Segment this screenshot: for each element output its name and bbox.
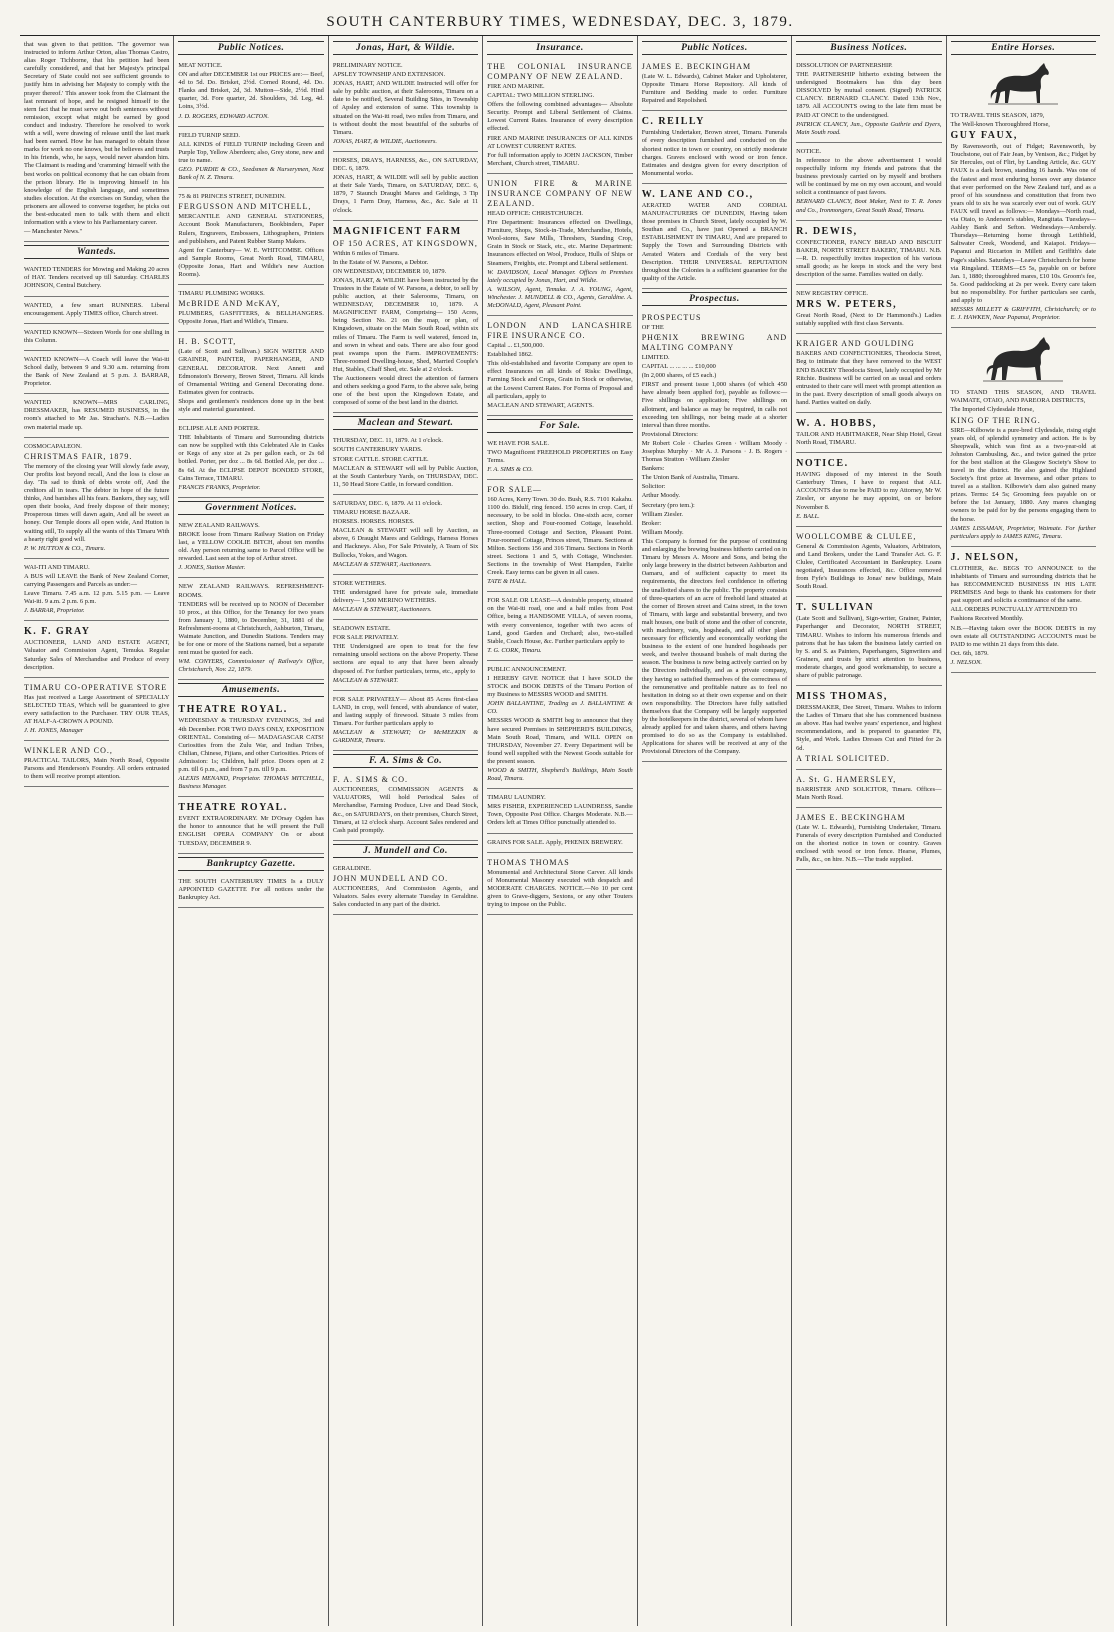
announcement-body: I HEREBY GIVE NOTICE that I have SOLD the STOCK and BOOK DEBTS of the Timaru Portion of my Business to MESSRS WOOD and SMITH. — [487, 674, 633, 699]
apsley-body: JONAS, HART, AND WILDIE Instructed will offer for sale by public auction, at their Salerooms, Timaru on a date to be notified, Several Building Sites, in Township of Apsley and extension of same. This township is situated on the Wai-iti road, two miles from Timaru, and is without doubt the most beautiful of the suburbs of Timaru. — [332, 80, 479, 136]
miss-thomas-ad — [796, 688, 941, 770]
theatre-1-body: WEDNESDAY & THURSDAY EVENINGS, 3rd and 4th December. FOR TWO DAYS ONLY, EXPOSITION ORIENTAL. Consisting of— MADAGASCAR CATS! Curiosities from the Zulu War, and Indian Tribes, Chilian, Chinese, Fijians, and other Curiosities. Prices of Admission: 1s; Children, half price. Doors open at 2 p.m. till 6 p.m., and from 7 p.m. till 9 p.m. — [178, 717, 324, 773]
prospectus-capital: CAPITAL ... ... ... ... £10,000 — [641, 363, 716, 371]
kraiger-ad — [796, 336, 941, 413]
fergusson-body: MERCANTILE AND GENERAL STATIONERS, Account Book Manufacturers, Bookbinders, Paper Rulers, Engravers, Embossers, Lithographers, Printers and publishers, and Patent Rubber Stamp Makers. — [178, 213, 324, 245]
farm-within: Within 6 miles of Timaru. — [332, 249, 400, 257]
broker-label: Broker: — [641, 519, 662, 527]
theatre-1-signature: ALEXIS MENAND, Proprietor. THOMAS MITCHELL, Business Manager. — [178, 775, 324, 791]
london-established: Established 1862. — [487, 351, 533, 359]
bankers-label: Bankers: — [641, 465, 665, 473]
column-4 — [483, 36, 637, 1626]
miss-thomas-body: DRESSMAKER, Dee Street, Timaru. Wishes to inform the Ladies of Timaru that she has commenced business as above. Has had twelve years' experience, and highest recommendations, and is prepared to guarantee Fit, Style, and Work. Ladies Dresses Cut and Fitted for 2s 6d. — [796, 704, 942, 752]
apsley-ad — [333, 59, 478, 152]
turnip-signature: GEO. PURDIE & CO., Seedsmen & Nurserymen, Next Bank of N. Z. Timaru. — [178, 166, 324, 182]
secretary-value: William Ziesler. — [641, 510, 683, 518]
for-sale-heading: For Sale. — [487, 419, 632, 433]
meat-title: MEAT NOTICE. — [178, 62, 223, 69]
guy-signature: MESSRS MILLETT & GRIFFITH, Christchurch; or to E. J. HAWKEN, Near Papanui, Proprietor. — [950, 306, 1096, 322]
mcbride-ad — [178, 287, 323, 332]
bazaar-date: SATURDAY, DEC. 6, 1879. At 11 o'clock. — [332, 499, 443, 507]
farm-estate: In the Estate of W. Parsons, a Debtor. — [332, 258, 429, 266]
king-signature: JAMES LISSAMAN, Proprietor, Waimate. For further particulars apply to JAMES KING, Timaru. — [950, 524, 1096, 540]
prelim-title: PRELIMINARY NOTICE. — [332, 62, 403, 69]
nelson-orders: ALL ORDERS PUNCTUALLY ATTENDED TO — [950, 606, 1078, 614]
laundry-body: MRS FISHER, EXPERIENCED LAUNDRESS, Sandie Town, Opposite Post Office. Charges Moderate. N.B.—Orders left at Times Office punctually attended to. — [487, 803, 633, 827]
farm-title: MAGNIFICENT FARM — [332, 225, 462, 237]
wanted-ad-3 — [24, 326, 169, 351]
store-cattle-ad — [333, 434, 478, 495]
hobbs-ad — [796, 415, 941, 453]
hamersley-ad — [796, 772, 941, 808]
bazaar-horses: HORSES. HORSES. HORSES. — [332, 518, 415, 526]
wethers-ad — [333, 577, 478, 620]
cattle-title: STORE CATTLE. STORE CATTLE. — [332, 455, 429, 463]
secretary-label: Secretary (pro tem.): — [641, 501, 695, 509]
wood-smith-body: MESSRS WOOD & SMITH beg to announce that they have secured Premises in SHEPHERD'S BUILDINGS, Main South Road, Timaru, and WILL OPEN on THURSDAY, November 27. Every Department will be found well supplied with the Newest Goods suitable for the present season. — [487, 717, 633, 765]
ball-body: HAVING disposed of my interest in the South Canterbury Times, I have to request that ALL ACCOUNTS due to me be PAID to my Attorney, Mr W. Ziesler, or anyone he may appoint, on or before November 8. — [796, 471, 942, 511]
villa-signature: T. G. CORK, Timaru. — [487, 646, 542, 654]
bankruptcy-notice — [178, 875, 323, 908]
dewis-body: CONFECTIONER, FANCY BREAD AND BISCUIT BAKER, NORTH STREET BAKERY, TIMARU. N.B.—R. D. respectfully invites inspection of his various small goods; as he keeps in stock and the very best description of the same. Families waited on daily. — [796, 238, 942, 278]
entire-horses-heading: Entire Horses. — [951, 41, 1096, 55]
beckingham-ad-2 — [796, 810, 941, 870]
directors-list: Mr Robert Cole · Charles Green · William Moody · Josephus Murphy · Mr A. J. Parsons · J. B. Rogers · Thomas Stratton · William Ziesler — [641, 439, 788, 464]
dissolution-title: DISSOLUTION OF PARTNERSHIP. — [796, 62, 893, 69]
prospectus-limited: LIMITED. — [641, 353, 670, 361]
guy-title: GUY FAUX, — [950, 130, 1018, 142]
mundell-subtitle: GERALDINE. — [332, 864, 372, 872]
railways-1-signature: J. JONES, Station Master. — [178, 564, 246, 572]
announcement-title: PUBLIC ANNOUNCEMENT. — [487, 665, 567, 673]
registry-title: NEW REGISTRY OFFICE. — [796, 290, 869, 298]
coop-store-ad — [24, 680, 169, 741]
bazaar-body: MACLEAN & STEWART will sell by Auction, as above, 6 Draught Mares and Geldings, Harness Horses and Hackneys. Also, For Sale Privately, A Team of Six Bullocks, Yokes, and Wagon. — [332, 527, 479, 559]
sims-body: AUCTIONEERS, COMMISSION AGENTS & VALUATORS, Will hold Periodical Sales of Merchandise, Farming Produce, Live and Dead Stock, &c., on SATURDAYS, on their premises, Church Street, Timaru, at 12 o'clock sharp. Account Sales rendered and Cash paid promptly. — [332, 786, 479, 834]
railways-2-body: TENDERS will be received up to NOON of December 10 prox., at this Office, for the Tenancy for two years from January 1, 1880, to December, 31, 1881 of the Refreshment-rooms at Christchurch, Ashburton, Timaru, Waimate Junction, and Dunedin Stations. Tenders may be for one or more of the Stations named, but a separate rent must be quoted for each. — [178, 600, 324, 657]
nelson-fashion: Fashions Received Monthly. — [950, 615, 1024, 623]
ball-title: NOTICE. — [796, 458, 849, 470]
scott-ad — [178, 334, 323, 420]
railways-2-signature: WM. CONYERS, Commissioner of Railway's Office, Christchurch, Nov. 22, 1879. — [178, 658, 324, 674]
winkler-body: PRACTICAL TAILORS, Main North Road, Opposite Parsons and Henderson's Foundry. All orders entrusted to them will receive prompt attention. — [24, 757, 170, 781]
directors-label: Provisional Directors: — [641, 430, 698, 438]
jonas-hart-wildie-heading: Jonas, Hart, & Wildie. — [333, 41, 478, 55]
seadown-signature: MACLEAN & STEWART. — [332, 676, 399, 684]
grains-ad — [487, 836, 632, 853]
eclipse-title: ECLIPSE ALE AND PORTER. — [178, 425, 260, 433]
insurance-heading: Insurance. — [487, 41, 632, 55]
prospectus-company: PHŒNIX BREWING AND MALTING COMPANY — [641, 332, 788, 352]
wethers-body: THE undersigned have for private sale, immediate delivery— 1,500 MERINO WETHERS. — [332, 588, 479, 604]
union-signature: W. DAVIDSON, Local Manager. Offices in Premises lately occupied by Jonas, Hart, and Wildie. — [487, 268, 633, 284]
nelson-date: Oct. 6th, 1879. — [950, 649, 989, 657]
hobbs-body: TAILOR AND HABITMAKER, Near Ship Hotel, Great North Road, TIMARU. — [796, 431, 942, 447]
railways-notice-1 — [178, 519, 323, 579]
cattle-body: MACLEAN & STEWART will sell by Public Auction, at the South Canterbury Yards, on THURSDAY, DEC. 11, 50 Head Store Cattle, in forward condition. — [332, 464, 479, 488]
bankruptcy-heading: Bankruptcy Gazette. — [178, 857, 323, 871]
tichborne-article — [24, 38, 169, 242]
maclean-stewart-heading: Maclean and Stewart. — [333, 416, 478, 430]
private-sale-ad — [333, 693, 478, 752]
farm-body: JONAS, HART, & WILDIE have been instructed by the Trustees in the Estate of W. Parsons, a debtor, to sell by public auction, at their Salerooms, Timaru, on WEDNESDAY, DECEMBER 10, 1879. A MAGNIFICENT FARM, Comprising— 150 Acres, being Section No. 21 on the map, or plan, of Kingsdown, situate on the Main South Road, within six miles of Timaru. The Farm is well watered, fenced in, and sown in wheat and oats. There are also four good peat swamps upon the Farm. IMPROVEMENTS: Three-roomed Dwelling-house, Shed, Married Couple's Hut, Stables, Chaff Shed, etc. Sale at 2 o'clock. — [332, 276, 479, 373]
wanted-ad-5 — [24, 396, 169, 437]
horses-drays-ad — [333, 154, 478, 221]
freehold-ad — [487, 437, 632, 480]
nelson-ad — [951, 549, 1096, 673]
thomas-mason-title: THOMAS THOMAS — [487, 857, 570, 867]
mundell-heading: J. Mundell and Co. — [333, 844, 478, 858]
wanted-ad-5-text: WANTED KNOWN—MRS CARLING, DRESSMAKER, has RESUMED BUSINESS, in the room's attached to Mr Jas. Strachan's. N.B.—Ladies own material made up. — [24, 399, 170, 431]
woollcombe-ad — [796, 529, 941, 598]
bankruptcy-body: THE SOUTH CANTERBURY TIMES Is a DULY APPOINTED GAZETTE For all notices under the Bankruptcy Act. — [178, 877, 324, 901]
meat-notice — [178, 59, 323, 127]
horses-title: HORSES, DRAYS, HARNESS, &c., ON SATURDAY, DEC. 6, 1879. — [332, 156, 479, 173]
wanted-ad-4-text: WANTED KNOWN—A Coach will leave the Wai-iti School daily, between 9 and 9.30 a.m. returning from the Bank of New Zealand at 5 p.m. J. BARRAR, Proprietor. — [24, 355, 170, 388]
coop-signature: J. H. JONES, Manager — [24, 727, 84, 735]
farm-note: The Auctioneers would direct the attention of farmers and others seeking a good Farm, to the above sale, being one of the best upon the Kingsdown Estate, and composed of some of the best land in the district. — [332, 375, 479, 407]
lane-title: W. LANE AND CO., — [641, 188, 754, 200]
reilly-body: Furnishing Undertaker, Brown street, Timaru. Funerals of every description furnished and conducted on the shortest notice in town or country, on strictly moderate charges. Graves enclosed with wood or iron fence. Estimates and designs given for every description of Monumental works. — [641, 129, 788, 177]
horse-engraving-icon — [988, 59, 1058, 105]
plumbing-title: TIMARU PLUMBING WORKS. — [178, 290, 265, 298]
woollcombe-body: General & Commission Agents, Valuators, Arbitrators, and Land Brokers, under the Land Transfer Act. G. F. Clulee, Certificated Accountant in Bankruptcy. Loans negotiated, Insurances effected, &c. Office removed from Fyfe's Buildings to Jonas' new buildings, Main South Road. — [796, 542, 942, 591]
fair-poem: The memory of the closing year Will slowly fade away, Our profits lost beyond recall, And the loss is close as day. 'Tis sad to think of debts wrote off, And the creditors all in tears. The debtor in hope of the future thinks, And banishes all his fears. Bankers, they say, will open their books, And freely dispose of their money; Prosperous times will dawn again, And all be sweet as honey. Our Temple doors all open wide, And Hutton is waiting still, To supply all the wants of this Timaru With a hearty right good will. — [24, 462, 170, 543]
solicitor-label: Solicitor: — [641, 483, 666, 491]
princes-street: 75 & 81 PRINCES STREET, DUNEDIN. — [178, 193, 286, 201]
union-agents: A. WILSON, Agent, Temuka. J. A. YOUNG, Agent, Winchester. J. MUNDELL & CO., Agents, Geraldine. A. McDONALD, Agent, Pleasant Point. — [487, 285, 633, 309]
broker-value: William Moody. — [641, 528, 684, 536]
waiiti-body: A BUS will LEAVE the Bank of New Zealand Corner, carrying Passengers and Parcels as under:— — [24, 572, 170, 588]
colonial-signature: For full information apply to JOHN JACKSON, Timber Merchant, Church street, TIMARU. — [487, 151, 633, 167]
masthead-title: SOUTH CANTERBURY TIMES, WEDNESDAY, DEC. 3, 1879. — [326, 14, 794, 30]
dissolution-body: THE PARTNERSHIP hitherto existing between the undersigned Bootmakers has this day been DISSOLVED by mutual consent. (Signed) PATRICK CLANCY. BERNARD CLANCY. Dated 13th Nov., 1879. All ACCOUNTS owing to the late firm must be PAID AT ONCE to the undersigned. — [796, 71, 942, 119]
mundell-body: AUCTIONEERS, And Commission Agents, and Valuators. Sales every alternate Tuesday in Geraldine. Sales conducted in any part of the district. — [332, 884, 479, 909]
farm-date: ON WEDNESDAY, DECEMBER 10, 1879. — [332, 267, 447, 275]
seadown-subtitle: FOR SALE PRIVATELY. — [332, 634, 399, 642]
king-horse: The Imported Clydesdale Horse, — [950, 406, 1034, 414]
colonial-body: Offers the following combined advantages— Absolute Security. Prompt and Liberal Settlement of Claims. Lowest Current Rates. Insurance of every description effected. — [487, 101, 633, 133]
guy-well-known: The Well-known Thoroughbred Horse, — [950, 121, 1050, 129]
column-3 — [329, 36, 483, 1626]
reilly-title: C. REILLY — [641, 116, 705, 128]
theatre-2-body: EVENT EXTRAORDINARY. Mr D'Orsay Ogden has the honor to announce that he will present the Full ENGLISH OPERA COMPANY On or about TUESDAY, DECEMBER 9. — [178, 815, 324, 847]
london-body: This old-established and favorite Company are open to effect Insurances on all kinds of Risks: Dwellings, Farming Stock and Crops, Grain in Stock or otherwise, at the Lowest Current Rates. For Forms of Proposal and all particulars, apply to — [487, 360, 633, 400]
guy-body: By Ravensworth, out of Fidget; Ravensworth, by Touchstone, out of Fair Jean, by Venison, &c.; Fidget by Sir Hercules, out of Flirt, by Landing Article, &c. GUY FAUX is a dark brown, standing 16 hands. Was one of the fastest and most enduring horses over any distance that ever performed on the New Zealand turf, and as a proof of his soundness and constitution that from two years old to six he was scarcely ever out of work. GUY FAUX will travel as follows:— Mondays—North road, via Otaio, to Anderson's stables, Rangitata. Tuesdays—Ashley Bank and Sefton. Wednesdays—Amberely. Thursdays—Returning home through Leithfield, Saltwater Creek, Woodend, and Kaiapoi. Fridays—Papanui and Riccarton in Millett and Griffith's date Page's stables. Saturdays—Leave Christchurch for home via Ringsland. TERMS—£5 5s, payable on or before Jan. 1, 1880; thoroughbred mares, £10 10s. Groom's fee, 5s. Good paddocking at 2s per week. Every care taken but no responsibility. For further particulars see cards, and apply to — [950, 143, 1096, 304]
fergusson-title: FERGUSSON AND MITCHELL, — [178, 202, 312, 212]
private-body: FOR SALE PRIVATELY— About 85 Acres first-class LAND, in crop, well fenced, with abundance of water, and lasting supply of firewood. Situate 3 miles from Timaru. For further particulars apply to — [332, 695, 479, 727]
sullivan-ad — [796, 599, 941, 686]
waiiti-times: Leave Timaru. 7.45 a.m. 12 p.m. 5.15 p.m. — Leave Wai-iti. 9 a.m. 2 p.m. 6 p.m. — [24, 590, 170, 606]
king-intro: TO STAND THIS SEASON, AND TRAVEL WAIMATE, OTAIO, AND PAREORA DISTRICTS, — [950, 389, 1096, 405]
article-text: that was given to that petition. 'The governor was instructed to inform Arthur Orton, alias Thomas Castro, alias Roger Tichborne, that his petition had been carefully considered, and that her Majesty's principal Secretary of State could not see sufficient grounds to justify him in advising her Majesty to comply with the prayer thereof.' This answer took from the Claimant the last remnant of hope, and he resigned himself to the stern fact that he must serve out both sentences without remission, except what might be earned by good conduct and industry. Therefore he resolved to work with a will, were drawing of release until the last mark had been earned. How he has managed to obtain those marks for work no one knows, but he believes and trusts in his friends, who, he says, would never abandon him. The Claimant is reading and 'cramming' himself with the best works on political economy that he can obtain from the prison library. He is improving himself in his knowledge of the English language, and sometimes studies elocution. At the exercises on Sunday, when the prisoners are allowed to converse together, he picks out the best-educated men to talk with them and elicit information with a view to his Parliamentary career. — [24, 41, 170, 227]
freehold-signature: F. A. SIMS & CO. — [487, 466, 534, 474]
fergusson-agent: Agent for Canterbury— W. E. WHITCOMBE. Offices and Sample Rooms, Great North Road, TIMARU, (Opposite Jonas, Hart and Wildie's new Auction Rooms). — [178, 246, 324, 278]
london-lancashire-ad — [487, 318, 632, 416]
nelson-signature: J. NELSON. — [950, 658, 982, 666]
prospectus-heading: Prospectus. — [642, 292, 787, 306]
bazaar-signature: MACLEAN & STEWART, Auctioneers. — [332, 560, 432, 568]
seadown-body: THE Undersigned are open to treat for the few remaining unsold sections on the above Property. These sections are equal to any that have been already disposed of. For further particulars, terms, etc., apply to — [332, 643, 479, 675]
theatre-1-title: THEATRE ROYAL. — [178, 704, 288, 716]
scott-shops: Shops and gentlemen's residences done up in the best style and material guaranteed. — [178, 397, 324, 413]
guy-faux-ad — [951, 109, 1096, 328]
government-notices-heading: Government Notices. — [178, 501, 323, 515]
beckingham-2-body: (Late W. L. Edwards), Furnishing Undertaker, Timaru. Funerals of every description Furnished and Conducted on the shortest notice in town or country. Graves enclosed with wood or iron fence. Hearse, Plumes, Palls, &c., on hire. N.B.—The trade supplied. — [796, 823, 942, 864]
dewis-ad — [796, 223, 941, 285]
dewis-title: R. DEWIS, — [796, 225, 858, 237]
coop-title: TIMARU CO-OPERATIVE STORE — [24, 682, 168, 692]
solicitor-value: Arthur Moody. — [641, 492, 680, 500]
london-signature: MACLEAN AND STEWART, AGENTS. — [487, 401, 594, 409]
prospectus-shares: (In 2,000 shares, of £5 each.) — [641, 372, 717, 380]
coop-body: Has just received a Large Assortment of SPECIALLY SELECTED TEAS, Which will be guaranteed to give every satisfaction to the Purchaser. TRY OUR TEAS, AT HALF-A-CROWN A POUND. — [24, 693, 170, 725]
reilly-ad — [642, 113, 787, 184]
wanted-ad-3-text: WANTED KNOWN—Sixteen Words for one shilling in this Column. — [24, 328, 170, 344]
union-body: Fire Department: Insurances effected on Dwellings, Furniture, Shops, Stock-in-Trade, Merchandise, Hotels, Wool-stores, Saw Mills, Threshers, Standing Crop, Grain in Stock or Stack, etc., etc. Marine Department: Insurances effected on Wool, Produce, Hulls of Ships or Steamers, Freights, etc. Prompt and Liberal settlement. — [487, 219, 633, 267]
fair-signature: P. W. HUTTON & CO., Timaru. — [24, 544, 106, 552]
column-6 — [792, 36, 946, 1626]
columns — [20, 36, 1100, 1626]
beckingham-2-title: JAMES E. BECKINGHAM — [796, 812, 906, 822]
we-have-title: WE HAVE FOR SALE. — [487, 439, 549, 447]
miss-thomas-title: MISS THOMAS, — [796, 691, 888, 703]
prospectus-issue: FIRST and present issue 1,000 shares (of which 450 have already been applied for), payable as follows:—Five shillings on application; Five shillings on allotment, and balance as may be required, in calls not exceeding ten shillings, nor being made at a shorter interval than three months. — [641, 381, 788, 429]
colonial-subtitle: FIRE AND MARINE. — [487, 83, 545, 90]
christmas-fair-ad — [24, 440, 169, 559]
fair-title: CHRISTMAS FAIR, 1879. — [24, 451, 133, 461]
wanted-ad-4 — [24, 353, 169, 394]
kingsdown-farm-ad — [333, 223, 478, 414]
gray-body: AUCTIONEER, LAND AND ESTATE AGENT, Valuator and Commission Agent, Temuka. Regular Saturday Sales of Merchandise and Produce of every description. — [24, 639, 170, 671]
grains-body: GRAINS FOR SALE. Apply, PHŒNIX BREWERY. — [487, 838, 623, 846]
eclipse-signature: FRANCIS FRANKS, Proprietor. — [178, 483, 261, 491]
cattle-date: THURSDAY, DEC. 11, 1879. At 1 o'clock. — [332, 437, 443, 445]
apsley-title: APSLEY TOWNSHIP AND EXTENSION. — [332, 71, 446, 79]
kraiger-title: KRAIGER AND GOULDING — [796, 339, 915, 349]
gray-ad — [24, 623, 169, 677]
seadown-ad — [333, 622, 478, 691]
column-1 — [20, 36, 174, 1626]
column-2 — [174, 36, 328, 1626]
wanted-ad-1 — [24, 263, 169, 296]
clancy-notice — [796, 145, 941, 221]
london-capital: Capital ... £1,500,000. — [487, 342, 545, 350]
winkler-title: WINKLER AND CO., — [24, 746, 113, 756]
private-signature: MACLEAN & STEWART; Or McMEEKIN & GARDNER, Timaru. — [332, 729, 479, 745]
railways-1-title: NEW ZEALAND RAILWAYS. — [178, 521, 260, 529]
union-insurance-ad — [487, 176, 632, 316]
registry-ad — [796, 287, 941, 334]
public-announcement-ad — [487, 663, 632, 789]
nelson-body: CLOTHIER, &c. BEGS TO ANNOUNCE to the inhabitants of Timaru and surrounding districts that he has RECOMMENCED BUSINESS IN HIS LATE PREMISES And begs to thank his customers for their past support and solicits a continuance of the same. — [950, 564, 1096, 605]
colonial-insurance-ad — [487, 59, 632, 174]
prospectus-text: This Company is formed for the purpose of continuing and enlarging the brewing business hitherto carried on in Timaru by Messrs A. Moore and Sons, and being the only large brewery in the district between Ashburton and Oamaru, and of sufficient capacity to meet its requirements, the directors feel confidence in offering the unallotted shares to the public. The property consists of three-quarters of an acre of freehold land situated at the corner of Brown street and Cains street, in the town of Timaru, with large and substantial brewery, and two malt houses, one built of stone and the other of concrete, with machinery, vats, hogsheads, and all other plant necessary for efficiently and economically working the business to the extent of one hundred hogsheads per week, and twelve thousand bushels of malt during the season. The business is now being actively carried on by the Directors individually, and as a private company, they having so satisfied themselves of the correctness of the remunerative and profitable nature as to feel no hesitation in doing so at their own expense and on their own responsibility. The Directors have fully satisfied themselves that the Company will be largely supported by the hotelkeepers in the district, several of whom have already applied for and taken shares, and others having promised to do so as the Company is established. Applications for shares will be received at any of the Provisional Directors of the Company. — [641, 537, 788, 756]
public-notices-heading-2: Public Notices. — [642, 41, 787, 55]
tate-hall-body: 160 Acres, Kerry Town. 30 do. Bush, R.S. 7101 Kakahu. 1100 do. Bidulf, ring fenced. 150 acres in crop. Cart, if necessary, to be sold in blocks. One-sixth acre, corner section, Shop and Four-roomed Cottage, leasehold. Three-roomed Cottage and Section, Pleasant Point. Four-roomed Cottage, Princes street, Timaru. Sections at Milton. Sections 156 and 316 Timaru. Sections in North street. Sections 1 and 5, with Cottage, Winchester. Sections in the township of West Hampden, Fairlie Creek. Easy terms can be given in all cases. — [487, 496, 633, 577]
wanted-ad-1-text: WANTED TENDERS for Mowing and Making 20 acres of HAY. Tenders received up till Saturday. CHARLES JOHNSON, Central Butchery. — [24, 266, 170, 290]
meat-body: ON and after DECEMBER 1st our PRICES are:— Beef, 4d to 5d. Do. Brisket, 2½d. Corned Round, 4d. Do. Flanks and Brisket, 2d, 3d. Mutton—Side, 2½d. Hind quarter, 3d. Fore quarter, 2d. Shoulders, 3d. Leg, 4d. Loins, 3½d. — [178, 71, 324, 111]
colonial-capital: CAPITAL: TWO MILLION STERLING. — [487, 92, 595, 100]
cattle-yards: SOUTH CANTERBURY YARDS. — [332, 446, 423, 454]
clydesdale-engraving-icon — [983, 332, 1063, 382]
colonial-title: THE COLONIAL INSURANCE COMPANY OF NEW ZEALAND. — [487, 62, 633, 81]
article-source: — Manchester News." — [24, 228, 83, 236]
horses-body: JONAS, HART, & WILDIE will sell by public auction at their Sale Yards, Timaru, on SATURDAY, DEC. 6, 1879, 7 Staunch Draught Mares and Geldings, 3 Tip Drays, 1 Farm Dray, Harness, &c., &c. Sale at 11 o'clock. — [332, 174, 479, 214]
horse-bazaar-ad — [333, 497, 478, 575]
theatre-2-title: THEATRE ROYAL. — [178, 802, 288, 814]
hamersley-body: BARRISTER AND SOLICITOR, Timaru. Offices—Main North Road. — [796, 785, 942, 801]
wethers-signature: MACLEAN & STEWART, Auctioneers. — [332, 605, 432, 613]
union-title: UNION FIRE & MARINE INSURANCE COMPANY OF NEW ZEALAND. — [487, 178, 633, 208]
theatre-ad-2 — [178, 799, 323, 853]
king-body: SIRE—Kilbowie is a pure-bred Clydesdale, rising eight years old, of splendid symmetry and action. He is by Sheepwalk, which was first as a two-year-old at Johnston Cambusling, &c., and twice gained the prize for the best stallion at the Glasgow Society's Show to travel in the district. He also gained the Highland Society's first prize at Inverness, and other prizes to travel as a stallion. Kilbowie's dam also gained many prizes. Terms: £4 5s; Grooming fees payable on or before the 1st January, 1880. Any mares changing owners to be paid for by the persons engaging them to the horse. — [950, 426, 1096, 523]
farm-subtitle: OF 150 ACRES, AT KINGSDOWN, — [332, 238, 478, 248]
clancy-signature: BERNARD CLANCY, Boot Maker, Next to T. R. Jones and Co., Ironmongers, Great South Road, Timaru. — [796, 198, 942, 214]
railways-1-body: BROKE loose from Timaru Railway Station on Friday last, a YELLOW COOLIE BITCH, about ten months old. Any person returning same to Parcel Office will be rewarded. Last seen at the top of Arthur street. — [178, 530, 324, 563]
wanted-ad-2-text: WANTED, a few smart RUNNERS. Liberal encouragement. Apply TIMES office, Church street. — [24, 301, 170, 317]
announcement-signature: JOHN BALLANTINE, Trading as J. BALLANTINE & CO. — [487, 700, 633, 716]
meat-signature: J. D. ROGERS, EDWARD ACTON. — [178, 112, 269, 120]
peters-title: MRS W. PETERS, — [796, 299, 898, 311]
tate-hall-signature: TATE & HALL. — [487, 578, 527, 586]
scott-title: H. B. SCOTT, — [178, 337, 237, 347]
tate-hall-ad — [487, 482, 632, 592]
lane-body: AERATED WATER AND CORDIAL MANUFACTURERS OF DUNEDIN, Having taken those premises in Church Street, lately occupied by W. Southan and Co., have just Opened a BRANCH ESTABLISHMENT IN TIMARU, And are prepared to Supply the Town and Surrounding Districts with Aerated Waters and Cordials of the very best Description. THEIR UNIVERSAL REPUTATION throughout the Colonies is a sufficient guarantee for the quality of the Article. — [641, 201, 788, 282]
wethers-title: STORE WETHERS. — [332, 579, 387, 587]
bazaar-title: TIMARU HORSE BAZAAR. — [332, 509, 411, 517]
laundry-ad — [487, 791, 632, 833]
beckingham-title: JAMES E. BECKINGHAM — [641, 62, 752, 71]
sims-heading: F. A. Sims & Co. — [333, 754, 478, 768]
masthead — [20, 4, 1100, 36]
clancy-body: In reference to the above advertisement I would respectfully inform my friends and patrons that the business previously carried on by myself and brothers will be continued by me on my own account, and would solicit a continuance of past favors. — [796, 156, 942, 197]
clancy-title: NOTICE. — [796, 147, 822, 155]
scott-body: (Late of Scott and Sullivan.) SIGN WRITER AND GRAINER, PAINTER, PAPERHANGER, AND GENERAL DECORATOR. Next Annett and Edmonston's Brewery, Brown Street, Timaru. All kinds of Ornamental Writing and General Decorating done. Estimates given for contracts. — [178, 348, 324, 396]
waiiti-bus-ad — [24, 561, 169, 622]
column-5 — [638, 36, 792, 1626]
waiiti-signature: J. BARRAR, Proprietor. — [24, 607, 85, 615]
woollcombe-title: WOOLLCOMBE & CLULEE, — [796, 531, 917, 541]
ball-notice — [796, 455, 941, 527]
business-notices-heading: Business Notices. — [796, 41, 941, 55]
sims-title: F. A. SIMS & CO. — [332, 775, 408, 785]
apsley-signature: JONAS, HART, & WILDIE, Auctioneers. — [332, 137, 437, 145]
sullivan-title: T. SULLIVAN — [796, 602, 874, 614]
beckingham-ad — [642, 59, 787, 111]
column-7 — [947, 36, 1100, 1626]
turnip-seed-ad — [178, 129, 323, 189]
trial-solicited: A TRIAL SOLICITED. — [796, 753, 890, 763]
beckingham-body: (Late W. L. Edwards), Cabinet Maker and Upholsterer, Opposite Timaru Horse Repository. All kinds of Furniture and Bedding made to order. Furniture Repaired and Repolished. — [641, 73, 788, 105]
winkler-ad — [24, 743, 169, 787]
fergusson-ad — [178, 190, 323, 285]
sullivan-body: (Late Scott and Sullivan), Sign-writer, Grainer, Painter, Paperhanger and Decorator, NORTH STREET, TIMARU. Wishes to inform his numerous friends and patrons that he has taken the business lately carried on by S. and S. as Painters, Paperhangers, Signwriters and Grainers, and trusts by strict attention to business, moderate charges, and good workmanship, to secure a share of public patronage. — [796, 615, 942, 679]
phoenix-prospectus — [642, 310, 787, 763]
king-of-the-ring-ad — [951, 386, 1096, 547]
tate-hall-title: FOR SALE— — [487, 485, 542, 495]
bankers-value: The Union Bank of Australia, Timaru. — [641, 474, 740, 482]
prospectus-title: PROSPECTUS — [641, 312, 702, 322]
wood-smith-signature: WOOD & SMITH, Shepherd's Buildings, Main South Road, Timaru. — [487, 767, 633, 783]
guy-intro: TO TRAVEL THIS SEASON, 1879, — [950, 112, 1045, 119]
amusements-heading: Amusements. — [178, 683, 323, 697]
gray-title: K. F. GRAY — [24, 626, 91, 638]
theatre-ad-1 — [178, 701, 323, 797]
turnip-body: ALL KINDS of FIELD TURNIP including Green and Purple Top, Yellow Aberdeen; also, Grey stone, new and true to name. — [178, 140, 324, 164]
london-title: LONDON AND LANCASHIRE FIRE INSURANCE CO. — [487, 321, 633, 341]
seadown-title: SEADOWN ESTATE. — [332, 625, 391, 633]
mundell-title: JOHN MUNDELL AND CO. — [332, 873, 449, 883]
wanteds-heading: Wanteds. — [24, 245, 169, 259]
public-notices-heading: Public Notices. — [178, 41, 323, 55]
prospectus-of: OF THE — [641, 323, 664, 331]
thomas-mason-body: Monumental and Architectural Stone Carver. All kinds of Monumental Masonry executed with despatch and MODERATE CHARGES. NOTICE.—No 10 per cent given to Grave-diggers, Sextons, or any other Touters trying to impose on the Public. — [487, 868, 633, 909]
turnip-title: FIELD TURNIP SEED. — [178, 131, 241, 139]
king-title: KING OF THE RING. — [950, 415, 1041, 425]
nelson-title: J. NELSON, — [950, 551, 1020, 563]
thomas-mason-ad — [487, 855, 632, 915]
villa-lease-ad — [487, 594, 632, 661]
hobbs-title: W. A. HOBBS, — [796, 418, 877, 429]
villa-body: FOR SALE OR LEASE—A desirable property, situated on the Wai-iti road, one and a half miles from Post Office, being a HANDSOME VILLA, of seven rooms, with every convenience, together with two acres of Land, good Garden and Orchard; also, two-stalled Stable, Coach House, &c. Further particulars apply to — [487, 597, 633, 645]
railways-2-title: NEW ZEALAND RAILWAYS. REFRESHMENT-ROOMS. — [178, 583, 324, 599]
nelson-nb: N.B.—Having taken over the BOOK DEBTS in my own estate all OUTSTANDING ACCOUNTS must be PAID to me within 21 days from this date. — [950, 624, 1096, 648]
dissolution-ad — [796, 59, 941, 143]
wanted-ad-2 — [24, 299, 169, 324]
lane-ad — [642, 186, 787, 289]
kraiger-body: BAKERS AND CONFECTIONERS, Theodocia Street, Beg to intimate that they have removed to the WEST END BAKERY Theodocia Street, lately occupied by Mr Ritchie. Business will be carried on as usual and orders entrusted to their care will meet with prompt attention as in the past. Every description of small goods always on hand. Parties waited on daily. — [796, 350, 942, 406]
mcbride-title: McBRIDE AND McKAY, — [178, 299, 281, 309]
eclipse-ad — [178, 422, 323, 498]
dissolution-signature: PATRICK CLANCY, Jun., Opposite Guthrie and Dyers, Main South road. — [796, 120, 942, 136]
mcbride-body: PLUMBERS, GASFITTERS, & BELLHANGERS. Opposite Jonas, Hart and Wildie's, Timaru. — [178, 310, 324, 326]
cosmo-title: COSMOCAPALEON. — [24, 442, 82, 450]
freehold-body: TWO Magnificent FREEHOLD PROPERTIES on Easy Terms. — [487, 448, 633, 464]
union-office: HEAD OFFICE: CHRISTCHURCH. — [487, 209, 583, 217]
mundell-ad — [333, 862, 478, 915]
laundry-title: TIMARU LAUNDRY. — [487, 794, 546, 802]
eclipse-body: THE Inhabitants of Timaru and Surrounding districts can now be supplied with this Celebrated Ale in Casks or Kegs of any size at 2s per gallon each, or 2s 6d bottled. Porter, per doz ... 8s 6d. Bottled Ale, per doz ... 8s 6d. At the ECLIPSE DEPOT BONDED STORE, Cains Terrace, TIMARU. — [178, 434, 324, 482]
colonial-fire-marine: FIRE AND MARINE INSURANCES OF ALL KINDS AT LOWEST CURRENT RATES. — [487, 134, 633, 150]
peters-body: Great North Road, (Next to Dr Hammond's.) Ladies suitably supplied with first class Servants. — [796, 312, 942, 328]
waiiti-title: WAI-ITI AND TIMARU. — [24, 563, 90, 571]
hamersley-title: A. St. G. HAMERSLEY, — [796, 774, 897, 784]
ball-signature: E. BALL. — [796, 512, 820, 520]
sims-ad — [333, 772, 478, 841]
railways-notice-2 — [178, 580, 323, 680]
